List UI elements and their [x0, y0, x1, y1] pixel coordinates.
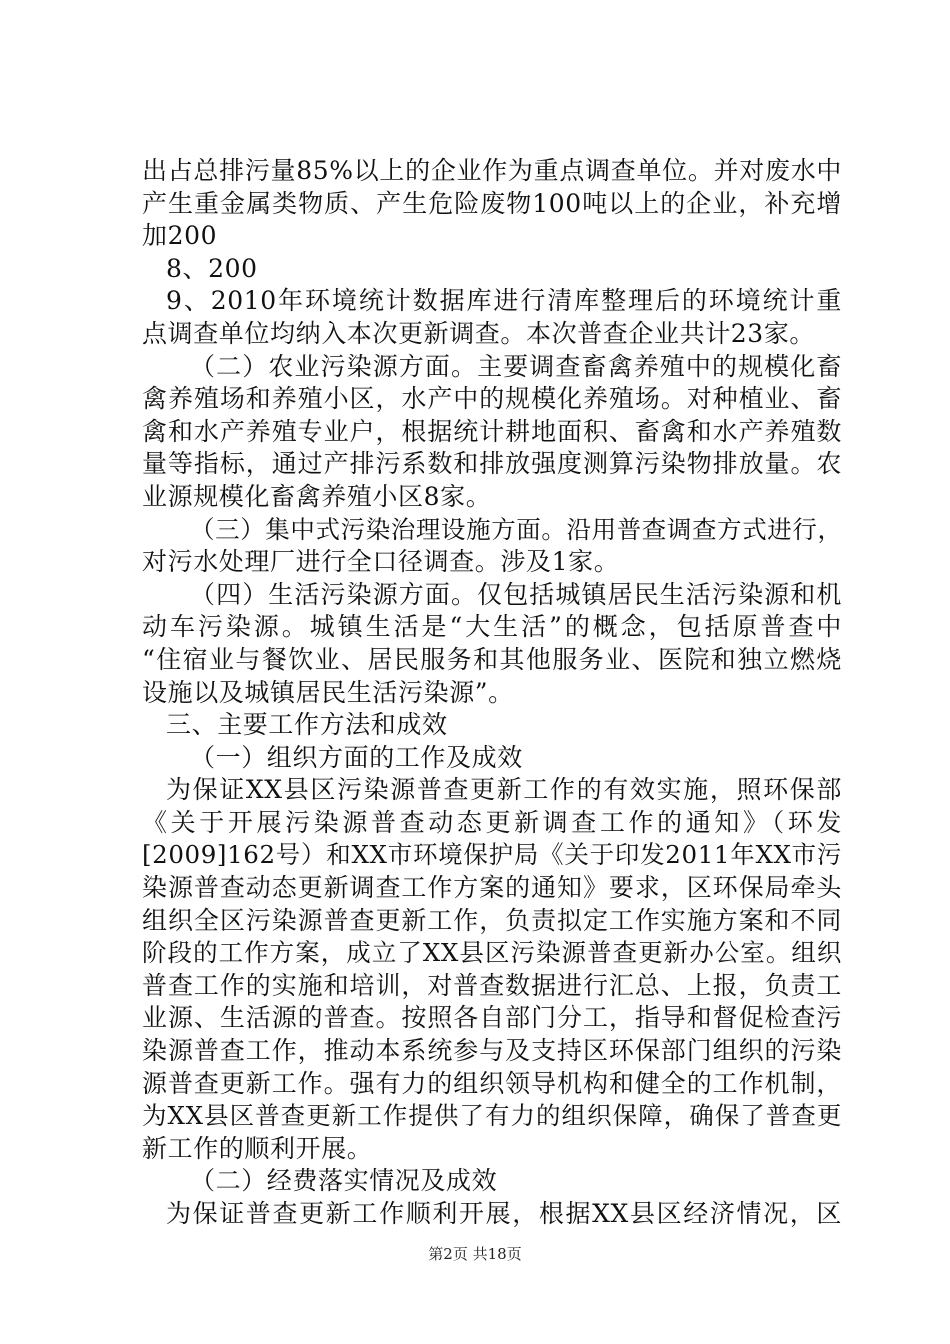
text-line: 业源、生活源的普查。按照各自部门分工，指导和督促检查污	[142, 1003, 842, 1033]
text-line: 点调查单位均纳入本次更新调查。本次普查企业共计23家。	[142, 318, 816, 348]
text-line: 动车污染源。城镇生活是“大生活”的概念，包括原普查中	[142, 612, 842, 642]
text-line: 9、2010年环境统计数据库进行清库整理后的环境统计重	[166, 286, 842, 316]
text-line: [2009]162号）和XX市环境保护局《关于印发2011年XX市污	[142, 840, 842, 870]
text-line: 出占总排污量85%以上的企业作为重点调查单位。并对废水中	[142, 156, 842, 185]
text-line: （二）农业污染源方面。主要调查畜禽养殖中的规模化畜	[190, 351, 842, 381]
text-line: 为保证普查更新工作顺利开展，根据XX县区经济情况，区	[166, 1199, 842, 1228]
text-line: （一）组织方面的工作及成效	[190, 742, 523, 772]
text-line: 为XX县区普查更新工作提供了有力的组织保障，确保了普查更	[142, 1101, 842, 1131]
text-line: 产生重金属类物质、产生危险废物100吨以上的企业，补充增	[142, 188, 842, 218]
text-line: 为保证XX县区污染源普查更新工作的有效实施，照环保部	[166, 775, 842, 805]
text-line: 禽养殖场和养殖小区，水产中的规模化养殖场。对种植业、畜	[142, 384, 842, 414]
page-footer: 第2页 共18页	[428, 1245, 522, 1263]
text-line: “住宿业与餐饮业、居民服务和其他服务业、医院和独立燃烧	[142, 644, 842, 674]
text-line: 加200	[142, 221, 218, 251]
text-line: 三、主要工作方法和成效	[166, 710, 448, 740]
text-line: （四）生活污染源方面。仅包括城镇居民生活污染源和机	[190, 579, 842, 609]
document-body	[142, 155, 842, 1231]
text-line: 8、200	[166, 253, 258, 283]
text-line: 设施以及城镇居民生活污染源”。	[142, 677, 514, 707]
text-line: 量等指标，通过产排污系数和排放强度测算污染物排放量。农	[142, 449, 842, 479]
text-line: 染源普查工作，推动本系统参与及支持区环保部门组织的污染	[142, 1036, 842, 1066]
text-line: 对污水处理厂进行全口径调查。涉及1家。	[142, 547, 620, 577]
text-line: 普查工作的实施和培训，对普查数据进行汇总、上报，负责工	[142, 970, 842, 1000]
text-line: 染源普查动态更新调查工作方案的通知》要求，区环保局牵头	[142, 873, 842, 903]
text-line: （三）集中式污染治理设施方面。沿用普查调查方式进行，	[190, 514, 843, 544]
text-line: 禽和水产养殖专业户，根据统计耕地面积、畜禽和水产养殖数	[142, 416, 842, 446]
text-line: 《关于开展污染源普查动态更新调查工作的通知》（环发	[142, 807, 842, 837]
text-line: 组织全区污染源普查更新工作，负责拟定工作实施方案和不同	[142, 905, 842, 935]
text-line: 业源规模化畜禽养殖小区8家。	[142, 481, 492, 511]
text-line: 阶段的工作方案，成立了XX县区污染源普查更新办公室。组织	[142, 938, 842, 968]
text-line: 新工作的顺利开展。	[142, 1133, 373, 1163]
text-line: （二）经费落实情况及成效	[190, 1166, 498, 1196]
text-line: 源普查更新工作。强有力的组织领导机构和健全的工作机制，	[142, 1068, 842, 1098]
